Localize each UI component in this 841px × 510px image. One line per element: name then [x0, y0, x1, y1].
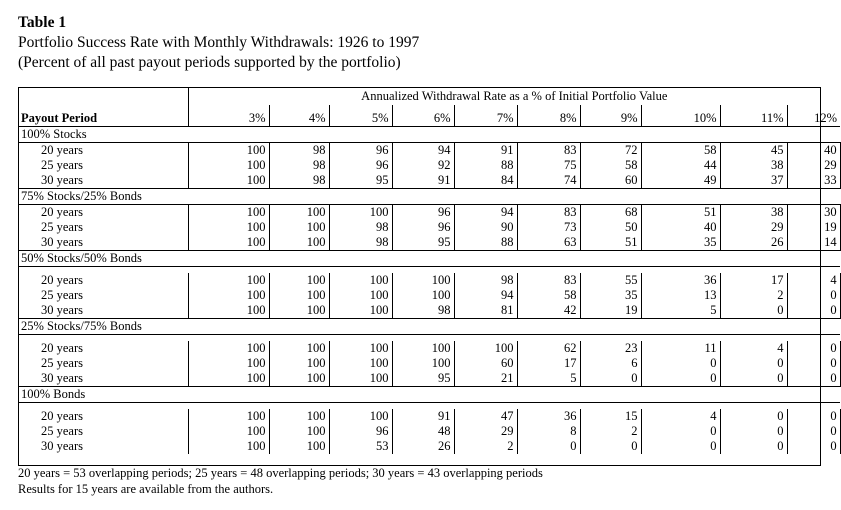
success-rate-cell: 8 [517, 424, 580, 439]
group-label-row [19, 251, 840, 267]
success-rate-cell: 0 [580, 439, 641, 454]
group-label-row [19, 127, 840, 143]
success-rate-cell: 14 [787, 235, 840, 251]
success-rate-cell: 73 [517, 220, 580, 235]
success-rate-cell: 100 [188, 303, 269, 319]
success-rate-cell: 36 [517, 409, 580, 424]
success-rate-cell: 100 [329, 205, 392, 221]
success-rate-cell: 0 [720, 303, 787, 319]
success-rate-cell: 15 [580, 409, 641, 424]
success-rate-cell: 95 [329, 173, 392, 189]
payout-period-label: 30 years [41, 371, 83, 385]
success-rate-cell: 100 [269, 288, 329, 303]
success-rate-cell: 83 [517, 205, 580, 221]
success-rate-cell: 49 [641, 173, 720, 189]
success-rate-cell: 100 [454, 341, 517, 356]
success-rate-table [18, 87, 838, 466]
success-rate-cell: 94 [454, 205, 517, 221]
rate-header-5: 5% [329, 105, 392, 127]
success-rate-cell: 83 [517, 273, 580, 288]
success-rate-cell: 33 [787, 173, 840, 189]
payout-period-label: 20 years [41, 205, 83, 219]
success-rate-cell: 4 [720, 341, 787, 356]
success-rate-cell: 98 [392, 303, 454, 319]
column-group-header-row [19, 88, 840, 105]
success-rate-cell: 0 [641, 439, 720, 454]
success-rate-cell: 84 [454, 173, 517, 189]
table-row [19, 356, 840, 371]
success-rate-cell: 58 [580, 158, 641, 173]
success-rate-cell: 40 [641, 220, 720, 235]
success-rate-cell: 51 [580, 235, 641, 251]
success-rate-cell: 100 [392, 356, 454, 371]
payout-period-label: 25 years [41, 220, 83, 234]
group-label: 75% Stocks/25% Bonds [19, 189, 840, 205]
group-label: 100% Bonds [19, 387, 840, 403]
success-rate-cell: 96 [329, 158, 392, 173]
rate-header-10: 10% [641, 105, 720, 127]
success-rate-cell: 100 [188, 158, 269, 173]
success-rate-cell: 0 [787, 288, 840, 303]
group-label-row [19, 189, 840, 205]
footnote-availability: Results for 15 years are available from the authors. [18, 482, 274, 496]
success-rate-cell: 53 [329, 439, 392, 454]
table-row [19, 409, 840, 424]
success-rate-cell: 100 [269, 409, 329, 424]
success-rate-cell: 38 [720, 158, 787, 173]
payout-period-label: 20 years [41, 273, 83, 287]
rate-header-6: 6% [392, 105, 454, 127]
table-row [19, 439, 840, 454]
rate-header-9: 9% [580, 105, 641, 127]
table-row [19, 303, 840, 319]
success-rate-cell: 100 [329, 341, 392, 356]
rate-header-8: 8% [517, 105, 580, 127]
success-rate-cell: 95 [392, 371, 454, 387]
success-rate-cell: 96 [392, 205, 454, 221]
success-rate-cell: 60 [580, 173, 641, 189]
group-label: 50% Stocks/50% Bonds [19, 251, 840, 267]
success-rate-cell: 74 [517, 173, 580, 189]
success-rate-cell: 100 [269, 439, 329, 454]
payout-period-label: 25 years [41, 158, 83, 172]
success-rate-cell: 100 [188, 220, 269, 235]
group-label-row [19, 387, 840, 403]
success-rate-cell: 0 [720, 356, 787, 371]
table-row [19, 288, 840, 303]
success-rate-cell: 0 [787, 356, 840, 371]
success-rate-cell: 37 [720, 173, 787, 189]
success-rate-cell: 5 [641, 303, 720, 319]
payout-period-label: 20 years [41, 409, 83, 423]
success-rate-cell: 4 [787, 273, 840, 288]
success-rate-cell: 100 [269, 205, 329, 221]
success-rate-cell: 100 [188, 424, 269, 439]
success-rate-cell: 0 [641, 424, 720, 439]
table-row [19, 143, 840, 159]
success-rate-cell: 26 [720, 235, 787, 251]
payout-period-label: 30 years [41, 303, 83, 317]
success-rate-cell: 47 [454, 409, 517, 424]
success-rate-cell: 26 [392, 439, 454, 454]
success-rate-cell: 35 [641, 235, 720, 251]
payout-period-label: 25 years [41, 424, 83, 438]
table-row [19, 220, 840, 235]
payout-period-header: Payout Period [21, 111, 98, 125]
success-rate-cell: 88 [454, 158, 517, 173]
success-rate-cell: 100 [329, 371, 392, 387]
success-rate-cell: 100 [269, 273, 329, 288]
success-rate-cell: 98 [329, 235, 392, 251]
success-rate-cell: 81 [454, 303, 517, 319]
success-rate-cell: 95 [392, 235, 454, 251]
success-rate-cell: 0 [641, 371, 720, 387]
success-rate-cell: 100 [188, 288, 269, 303]
rate-header-3: 3% [188, 105, 269, 127]
group-label: 100% Stocks [19, 127, 840, 143]
success-rate-cell: 90 [454, 220, 517, 235]
success-rate-cell: 0 [787, 439, 840, 454]
table-row [19, 205, 840, 221]
success-rate-cell: 100 [188, 173, 269, 189]
success-rate-cell: 42 [517, 303, 580, 319]
payout-period-label: 25 years [41, 288, 83, 302]
success-rate-cell: 6 [580, 356, 641, 371]
success-rate-cell: 100 [188, 341, 269, 356]
payout-period-label: 30 years [41, 173, 83, 187]
success-rate-cell: 100 [188, 143, 269, 159]
success-rate-cell: 63 [517, 235, 580, 251]
success-rate-cell: 100 [329, 303, 392, 319]
success-rate-cell: 29 [720, 220, 787, 235]
success-rate-cell: 100 [188, 371, 269, 387]
success-rate-cell: 0 [787, 371, 840, 387]
success-rate-cell: 83 [517, 143, 580, 159]
success-rate-cell: 0 [787, 409, 840, 424]
payout-period-label: 30 years [41, 235, 83, 249]
success-rate-cell: 98 [454, 273, 517, 288]
success-rate-cell: 58 [517, 288, 580, 303]
success-rate-cell: 30 [787, 205, 840, 221]
success-rate-cell: 51 [641, 205, 720, 221]
success-rate-cell: 100 [392, 273, 454, 288]
success-rate-cell: 98 [269, 173, 329, 189]
success-rate-cell: 100 [188, 273, 269, 288]
header-blank-cell [19, 88, 188, 105]
success-rate-cell: 23 [580, 341, 641, 356]
payout-period-label: 20 years [41, 143, 83, 157]
rate-header-4: 4% [269, 105, 329, 127]
data-table [19, 88, 841, 454]
success-rate-cell: 48 [392, 424, 454, 439]
success-rate-cell: 100 [392, 288, 454, 303]
success-rate-cell: 19 [580, 303, 641, 319]
success-rate-cell: 100 [188, 205, 269, 221]
success-rate-cell: 0 [720, 424, 787, 439]
success-rate-cell: 0 [787, 424, 840, 439]
table-subtitle: Portfolio Success Rate with Monthly Withdrawals: 1926 to 1997 [18, 34, 420, 51]
success-rate-cell: 2 [720, 288, 787, 303]
rate-header-row [19, 105, 840, 127]
success-rate-cell: 100 [269, 356, 329, 371]
success-rate-cell: 19 [787, 220, 840, 235]
table-title: Table 1 [18, 14, 67, 31]
success-rate-cell: 96 [329, 143, 392, 159]
success-rate-cell: 72 [580, 143, 641, 159]
success-rate-cell: 100 [269, 341, 329, 356]
success-rate-cell: 62 [517, 341, 580, 356]
success-rate-cell: 98 [269, 158, 329, 173]
payout-period-label: 20 years [41, 341, 83, 355]
success-rate-cell: 4 [641, 409, 720, 424]
success-rate-cell: 98 [269, 143, 329, 159]
rate-header-11: 11% [720, 105, 787, 127]
table-subtitle-note: (Percent of all past payout periods supported by the portfolio) [18, 54, 401, 71]
success-rate-cell: 38 [720, 205, 787, 221]
success-rate-cell: 0 [720, 409, 787, 424]
success-rate-cell: 29 [787, 158, 840, 173]
success-rate-cell: 100 [392, 341, 454, 356]
success-rate-cell: 44 [641, 158, 720, 173]
payout-period-label: 30 years [41, 439, 83, 453]
success-rate-cell: 40 [787, 143, 840, 159]
success-rate-cell: 58 [641, 143, 720, 159]
table-row [19, 158, 840, 173]
success-rate-cell: 75 [517, 158, 580, 173]
success-rate-cell: 91 [392, 409, 454, 424]
footnote-overlapping-periods: 20 years = 53 overlapping periods; 25 years = 48 overlapping periods; 30 years = 43 overlapping periods [18, 466, 543, 480]
success-rate-cell: 100 [329, 273, 392, 288]
success-rate-cell: 68 [580, 205, 641, 221]
success-rate-cell: 0 [787, 303, 840, 319]
success-rate-cell: 96 [329, 424, 392, 439]
success-rate-cell: 0 [787, 341, 840, 356]
success-rate-cell: 17 [720, 273, 787, 288]
success-rate-cell: 0 [720, 371, 787, 387]
success-rate-cell: 100 [188, 439, 269, 454]
success-rate-cell: 60 [454, 356, 517, 371]
success-rate-cell: 55 [580, 273, 641, 288]
success-rate-cell: 11 [641, 341, 720, 356]
success-rate-cell: 100 [188, 356, 269, 371]
table-row [19, 341, 840, 356]
column-group-header: Annualized Withdrawal Rate as a % of Initial Portfolio Value [188, 88, 840, 105]
success-rate-cell: 96 [392, 220, 454, 235]
success-rate-cell: 29 [454, 424, 517, 439]
table-row [19, 371, 840, 387]
success-rate-cell: 92 [392, 158, 454, 173]
success-rate-cell: 36 [641, 273, 720, 288]
success-rate-cell: 13 [641, 288, 720, 303]
table-heading [18, 12, 419, 73]
success-rate-cell: 100 [269, 235, 329, 251]
rate-header-7: 7% [454, 105, 517, 127]
success-rate-cell: 35 [580, 288, 641, 303]
success-rate-cell: 0 [641, 356, 720, 371]
success-rate-cell: 0 [580, 371, 641, 387]
success-rate-cell: 5 [517, 371, 580, 387]
table-row [19, 235, 840, 251]
success-rate-cell: 88 [454, 235, 517, 251]
success-rate-cell: 100 [269, 371, 329, 387]
success-rate-cell: 100 [269, 220, 329, 235]
payout-period-label: 25 years [41, 356, 83, 370]
success-rate-cell: 100 [188, 235, 269, 251]
success-rate-cell: 98 [329, 220, 392, 235]
success-rate-cell: 100 [269, 424, 329, 439]
group-label-row [19, 319, 840, 335]
success-rate-cell: 45 [720, 143, 787, 159]
success-rate-cell: 94 [392, 143, 454, 159]
rate-header-12: 12% [787, 105, 840, 127]
success-rate-cell: 0 [517, 439, 580, 454]
success-rate-cell: 100 [269, 303, 329, 319]
success-rate-cell: 0 [720, 439, 787, 454]
success-rate-cell: 17 [517, 356, 580, 371]
success-rate-cell: 100 [188, 409, 269, 424]
table-row [19, 424, 840, 439]
success-rate-cell: 91 [392, 173, 454, 189]
success-rate-cell: 2 [580, 424, 641, 439]
success-rate-cell: 100 [329, 356, 392, 371]
success-rate-cell: 94 [454, 288, 517, 303]
success-rate-cell: 50 [580, 220, 641, 235]
table-row [19, 273, 840, 288]
success-rate-cell: 21 [454, 371, 517, 387]
success-rate-cell: 100 [329, 288, 392, 303]
table-row [19, 173, 840, 189]
success-rate-cell: 2 [454, 439, 517, 454]
success-rate-cell: 91 [454, 143, 517, 159]
group-label: 25% Stocks/75% Bonds [19, 319, 840, 335]
success-rate-cell: 100 [329, 409, 392, 424]
table-footnotes [18, 465, 543, 497]
